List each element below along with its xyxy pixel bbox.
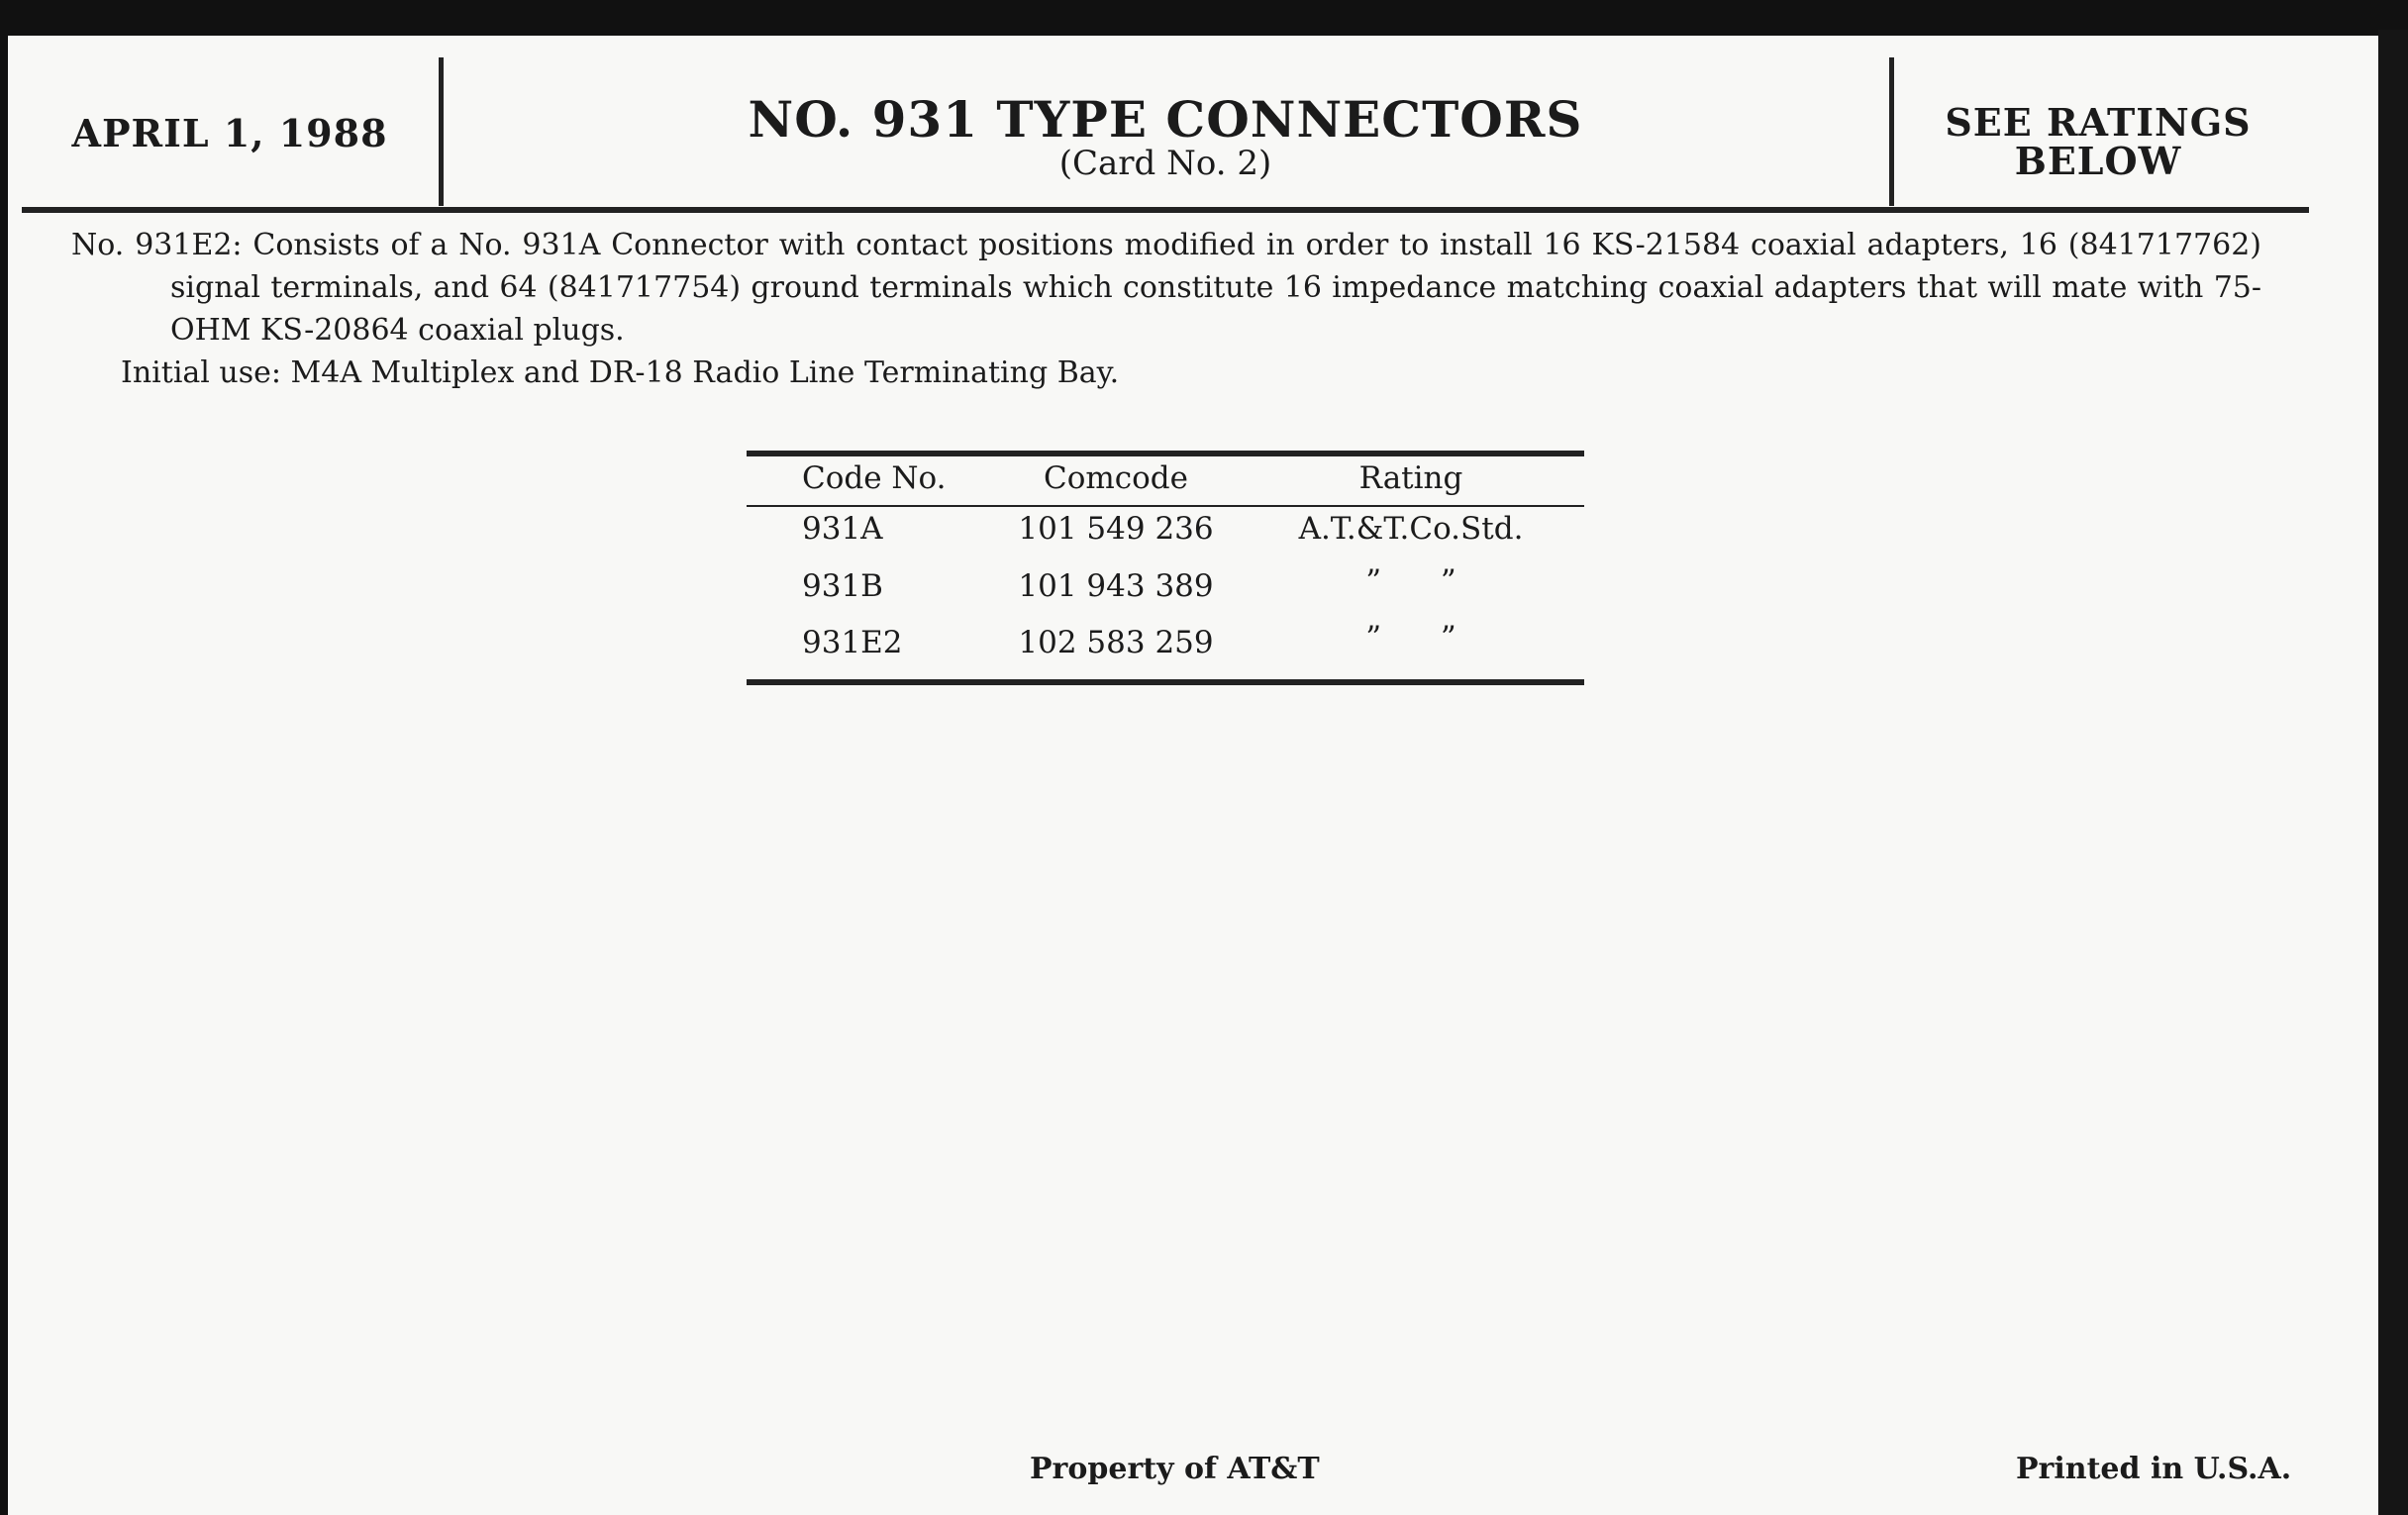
table-cell-comcode: 102 583 259: [1018, 625, 1214, 660]
table-cell-rating: A.T.&T.Co.Std.: [1298, 511, 1524, 547]
header-divider-left: [439, 57, 444, 206]
table-rule-bottom: [747, 679, 1584, 685]
table-cell-rating-ditto: ” ”: [1365, 563, 1456, 599]
table-rule-header: [747, 505, 1584, 507]
document-subtitle: (Card No. 2): [1058, 144, 1272, 183]
ratings-note-line1: SEE RATINGS: [1945, 100, 2252, 145]
table-cell-comcode: 101 549 236: [1018, 511, 1214, 547]
initial-use: Initial use: M4A Multiplex and DR-18 Radio Line Terminating Bay.: [121, 355, 1120, 390]
ratings-note: [1895, 100, 2301, 183]
description: [71, 224, 2261, 394]
header-rule: [22, 207, 2309, 213]
document-title: NO. 931 TYPE CONNECTORS: [748, 90, 1583, 149]
issue-date: APRIL 1, 1988: [71, 111, 388, 155]
table-header-code: Code No.: [802, 460, 947, 496]
table-cell-code: 931B: [802, 568, 883, 604]
table-header-comcode: Comcode: [1044, 460, 1188, 496]
footer-printed: Printed in U.S.A.: [2016, 1452, 2292, 1486]
table-rule-top: [747, 451, 1584, 456]
ratings-note-line2: BELOW: [2014, 139, 2182, 183]
table-header-rating: Rating: [1358, 460, 1463, 496]
table-cell-code: 931E2: [802, 625, 903, 660]
header-divider-right: [1889, 57, 1894, 206]
table-cell-code: 931A: [802, 511, 883, 547]
table-cell-rating-ditto: ” ”: [1365, 620, 1456, 656]
footer-property: Property of AT&T: [1030, 1452, 1320, 1486]
scan-edge: [2378, 30, 2408, 1515]
table-cell-comcode: 101 943 389: [1018, 568, 1214, 604]
description-paragraph: No. 931E2: Consists of a No. 931A Connector with contact positions modified in order to install 16 KS-21584 coaxial adapters, 16 (841717762) signal terminals, and 64 (841717754) ground terminals which constitute 16 impedance matching coaxial adapters that will mate with 75-OHM KS-20864 coaxial plugs.: [71, 228, 2261, 348]
